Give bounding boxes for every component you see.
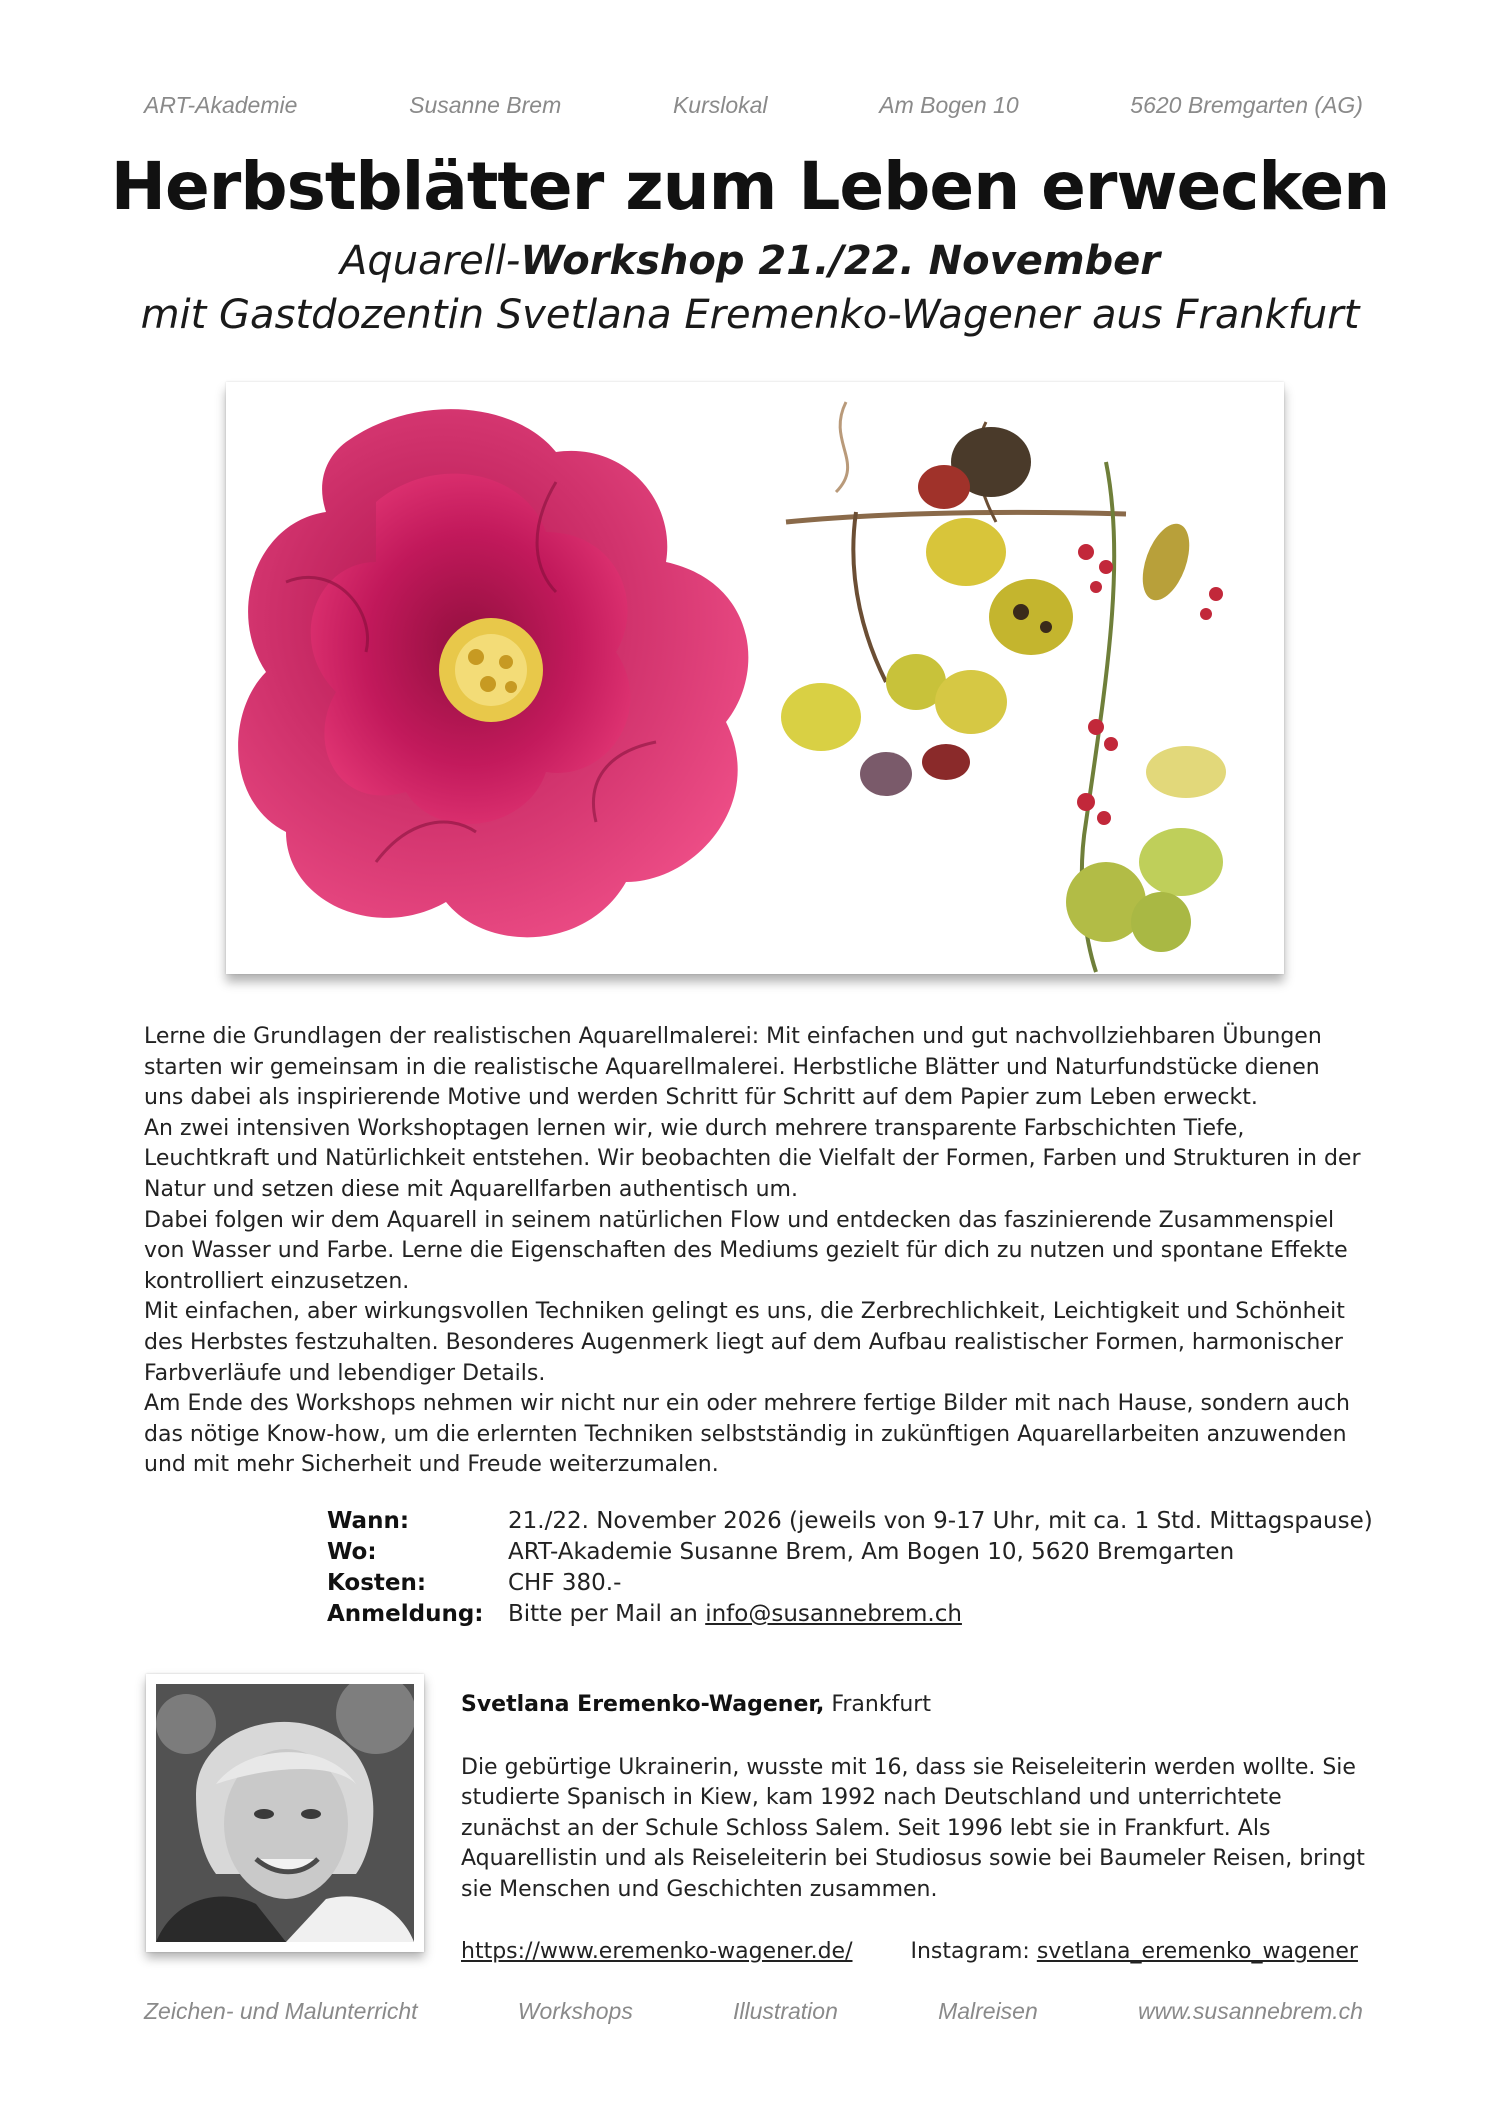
subtitle-workshop (0, 238, 1500, 284)
info-row-where (327, 1537, 1373, 1568)
instagram-line (911, 1937, 1358, 1968)
description-paragraph-4: Mit einfachen, aber wirkungsvollen Techniken gelingt es uns, die Zerbrechlichkeit, Leichtigkeit und Schönheit des Herbstes festzuhalten. Besonderes Augenmerk liegt auf dem Aufbau realistischer Formen, harmonischer Farbverläufe und lebendiger Details. (144, 1299, 1345, 1386)
subtitle-prefix: Aquarell- (340, 238, 521, 284)
hero-illustration (226, 382, 1284, 974)
description-paragraph-1: Lerne die Grundlagen der realistischen Aquarellmalerei: Mit einfachen und gut nachvollziehbaren Übungen starten wir gemeinsam in die realistische Aquarellmalerei. Herbstliche Blätter und Naturfundstücke dienen uns dabei als inspirierende Motive und werden Schritt für Schritt auf dem Papier zum Leben erweckt. (144, 1024, 1322, 1111)
portrait-photo-icon (156, 1684, 414, 1942)
header-item-street: Am Bogen 10 (879, 92, 1019, 118)
info-label-cost: Kosten: (327, 1570, 427, 1596)
info-row-cost (327, 1568, 1373, 1599)
info-value-where: ART-Akademie Susanne Brem, Am Bogen 10, 5620 Bremgarten (508, 1539, 1235, 1565)
lecturer-bio-text: Die gebürtige Ukrainerin, wusste mit 16, dass sie Reiseleiterin werden wollte. Sie studierte Spanisch in Kiew, kam 1992 nach Deutschland und unterrichtete zunächst an der Schule Schloss Salem. Seit 1996 lebt sie in Frankfurt. Als Aquarellistin und als Reiseleiterin bei Studiosus sowie bei Baumeler Reisen, bringt sie Menschen und Geschichten zusammen. (461, 1754, 1365, 1902)
info-value-signup (508, 1599, 962, 1630)
footer-item-illustration: Illustration (733, 1998, 838, 2024)
lecturer-bio (461, 1690, 1366, 1968)
instagram-link[interactable]: svetlana_eremenko_wagener (1036, 1939, 1358, 1964)
info-value-when: 21./22. November 2026 (jeweils von 9-17 Uhr, mit ca. 1 Std. Mittagspause) (508, 1508, 1373, 1534)
page-title: Herbstblätter zum Leben erwecken (110, 148, 1390, 225)
instagram-label: Instagram: (910, 1939, 1037, 1964)
header-item-name: Susanne Brem (409, 92, 562, 118)
subtitle-guest: mit Gastdozentin Svetlana Eremenko-Wagener aus Frankfurt (140, 292, 1360, 338)
footer-item-travel: Malreisen (938, 1998, 1038, 2024)
header-bar (144, 92, 1363, 119)
event-info (327, 1506, 1373, 1630)
info-label-when: Wann: (327, 1508, 410, 1534)
workshop-description (144, 1022, 1364, 1481)
footer-item-website: www.susannebrem.ch (1137, 1998, 1363, 2024)
info-row-signup (327, 1599, 1373, 1630)
description-paragraph-2: An zwei intensiven Workshoptagen lernen wir, wie durch mehrere transparente Farbschichten Tiefe, Leuchtkraft und Natürlichkeit entstehen. Wir beobachten die Vielfalt der Formen, Farben und Strukturen in der Natur und setzen diese mit Aquarellfarben authentisch um. (144, 1115, 1361, 1202)
header-item-town: 5620 Bremgarten (AG) (1130, 92, 1363, 118)
header-item-academy: ART-Akademie (144, 92, 298, 118)
lecturer-website-link[interactable]: https://www.eremenko-wagener.de/ (461, 1939, 853, 1964)
autumn-leaves-icon (781, 402, 1226, 972)
signup-email-link[interactable]: info@susannebrem.ch (705, 1601, 962, 1627)
footer-item-workshops: Workshops (517, 1998, 633, 2024)
header-item-venue: Kurslokal (672, 92, 768, 118)
info-label-signup: Anmeldung: (327, 1601, 484, 1627)
lecturer-city: Frankfurt (824, 1692, 931, 1717)
info-value-cost: CHF 380.- (508, 1570, 622, 1596)
info-label-where: Wo: (327, 1539, 377, 1565)
footer-bar (144, 1998, 1363, 2025)
lecturer-heading (461, 1690, 1366, 1721)
footer-item-lessons: Zeichen- und Malunterricht (144, 1998, 418, 2024)
portrait-frame (146, 1674, 424, 1952)
hero-image (226, 382, 1284, 974)
subtitle-date: Workshop 21./22. November (520, 238, 1160, 284)
description-paragraph-5: Am Ende des Workshops nehmen wir nicht nur ein oder mehrere fertige Bilder mit nach Hause, sondern auch das nötige Know-how, um die erlernten Techniken selbstständig in zukünftigen Aquarellarbeiten anzuwenden und mit mehr Sicherheit und Freude weiterzumalen. (144, 1391, 1350, 1478)
signup-text: Bitte per Mail an (508, 1601, 706, 1627)
info-row-when (327, 1506, 1373, 1537)
lecturer-name: Svetlana Eremenko-Wagener, (461, 1692, 825, 1717)
camellia-flower-icon (238, 409, 748, 937)
lecturer-links (461, 1937, 1366, 1968)
description-paragraph-3: Dabei folgen wir dem Aquarell in seinem natürlichen Flow und entdecken das faszinierende Zusammenspiel von Wasser und Farbe. Lerne die Eigenschaften des Mediums gezielt für dich zu nutzen und spontane Effekte kontrolliert einzusetzen. (144, 1207, 1348, 1294)
